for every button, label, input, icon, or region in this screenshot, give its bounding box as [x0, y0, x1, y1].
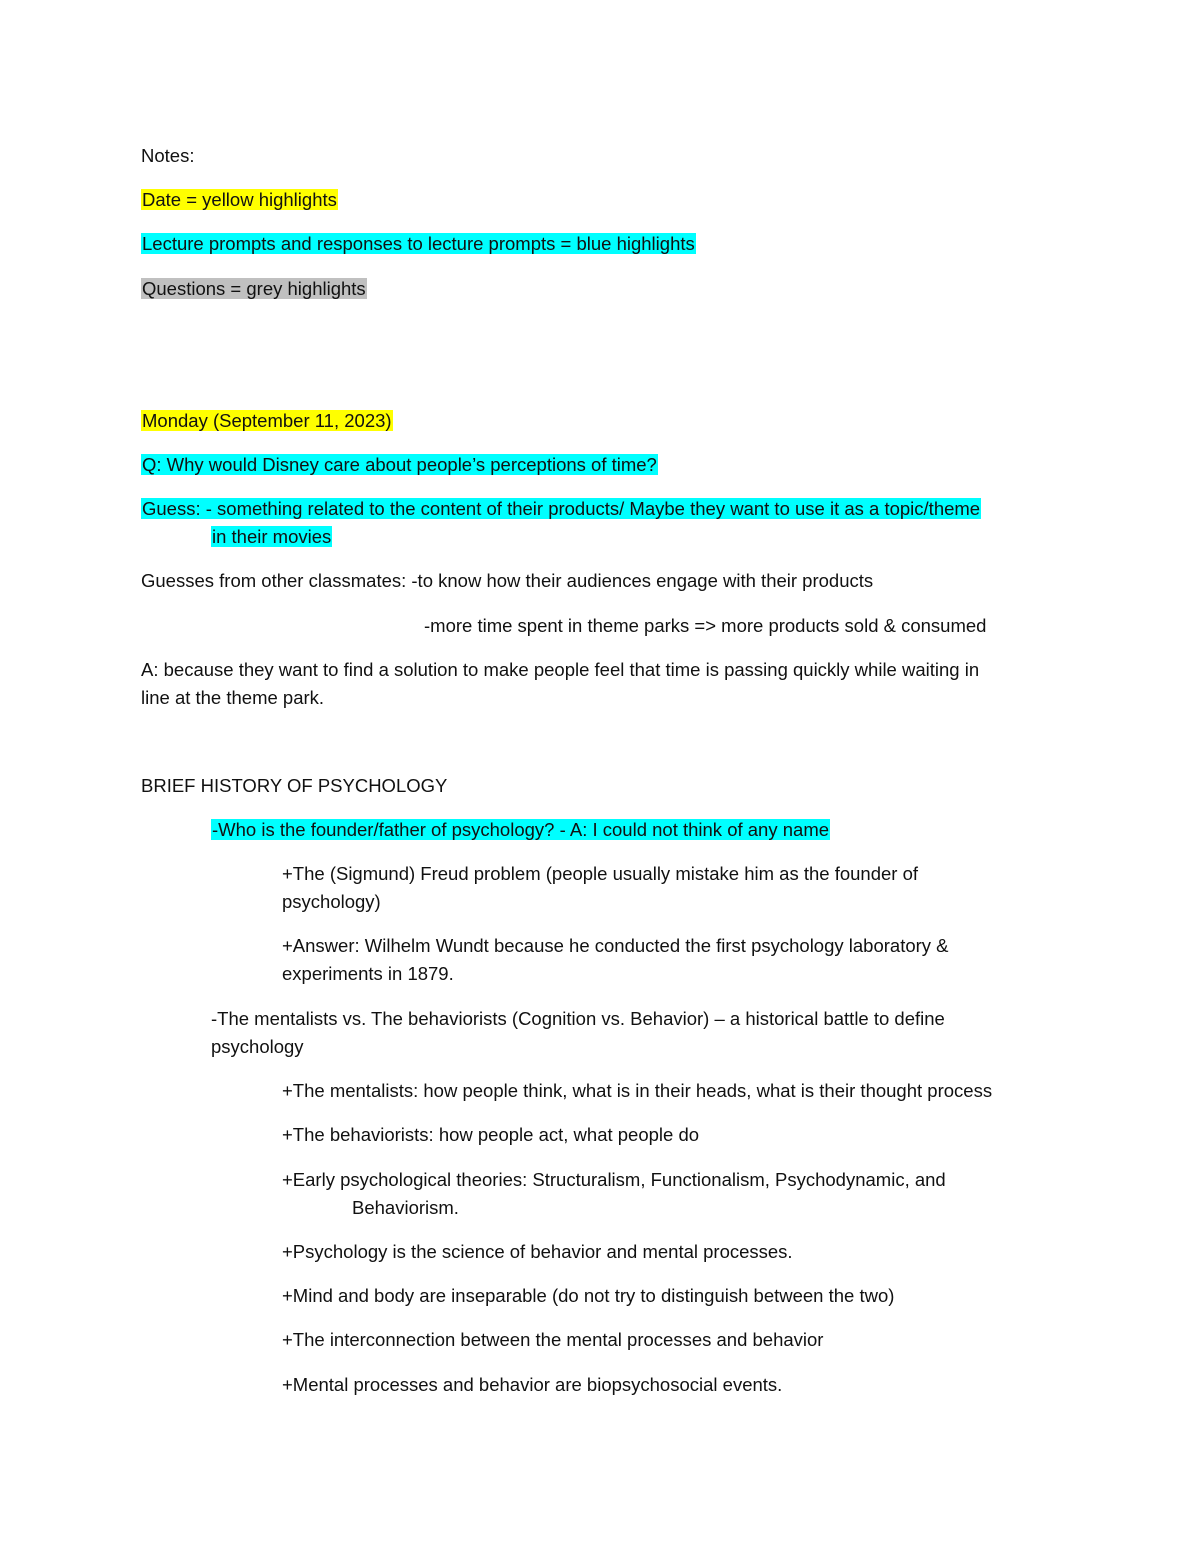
notes-title: Notes: [141, 145, 195, 166]
monday-answer: A: because they want to find a solution to make people feel that time is passing quickly while waiting in [141, 659, 980, 680]
behaviorists-definition: +The behaviorists: how people act, what people do [282, 1124, 700, 1145]
early-theories: +Early psychological theories: Structuralism, Functionalism, Psychodynamic, and [282, 1169, 946, 1190]
monday-answer-cont: line at the theme park. [141, 687, 325, 708]
mentalists-definition: +The mentalists: how people think, what is in their heads, what is their thought process [282, 1080, 993, 1101]
monday-guess-line2: in their movies [212, 526, 332, 547]
monday-guess-cont [211, 523, 332, 551]
monday-guess [141, 495, 981, 523]
monday-date [141, 407, 393, 435]
interconnection: +The interconnection between the mental processes and behavior [282, 1329, 824, 1350]
legend-questions-text: Questions = grey highlights [142, 278, 366, 299]
legend-date [141, 186, 338, 214]
freud-problem-cont: psychology) [282, 891, 381, 912]
legend-lecture-text: Lecture prompts and responses to lecture prompts = blue highlights [142, 233, 695, 254]
wundt-answer: +Answer: Wilhelm Wundt because he conducted the first psychology laboratory & [282, 935, 949, 956]
history-heading: BRIEF HISTORY OF PSYCHOLOGY [141, 775, 448, 796]
mentalists-vs-behaviorists: -The mentalists vs. The behaviorists (Cognition vs. Behavior) – a historical battle to define [211, 1008, 945, 1029]
freud-problem: +The (Sigmund) Freud problem (people usually mistake him as the founder of [282, 863, 919, 884]
mind-body: +Mind and body are inseparable (do not try to distinguish between the two) [282, 1285, 895, 1306]
legend-lecture [141, 230, 696, 258]
mentalists-vs-behaviorists-cont: psychology [211, 1036, 304, 1057]
founder-question-text: -Who is the founder/father of psychology? - A: I could not think of any name [212, 819, 830, 840]
classmates-guesses: Guesses from other classmates: -to know how their audiences engage with their products [141, 570, 874, 591]
monday-guess-line1: Guess: - something related to the content of their products/ Maybe they want to use it as a topic/theme [142, 498, 981, 519]
monday-question-text: Q: Why would Disney care about people’s perceptions of time? [142, 454, 657, 475]
biopsychosocial: +Mental processes and behavior are biopsychosocial events. [282, 1374, 783, 1395]
monday-question [141, 451, 658, 479]
founder-question [211, 816, 830, 844]
monday-date-text: Monday (September 11, 2023) [142, 410, 392, 431]
legend-questions [141, 275, 367, 303]
legend-date-text: Date = yellow highlights [142, 189, 337, 210]
psychology-science: +Psychology is the science of behavior and mental processes. [282, 1241, 793, 1262]
early-theories-cont: Behaviorism. [352, 1197, 459, 1218]
classmates-guesses-cont: -more time spent in theme parks => more products sold & consumed [424, 615, 987, 636]
wundt-answer-cont: experiments in 1879. [282, 963, 454, 984]
